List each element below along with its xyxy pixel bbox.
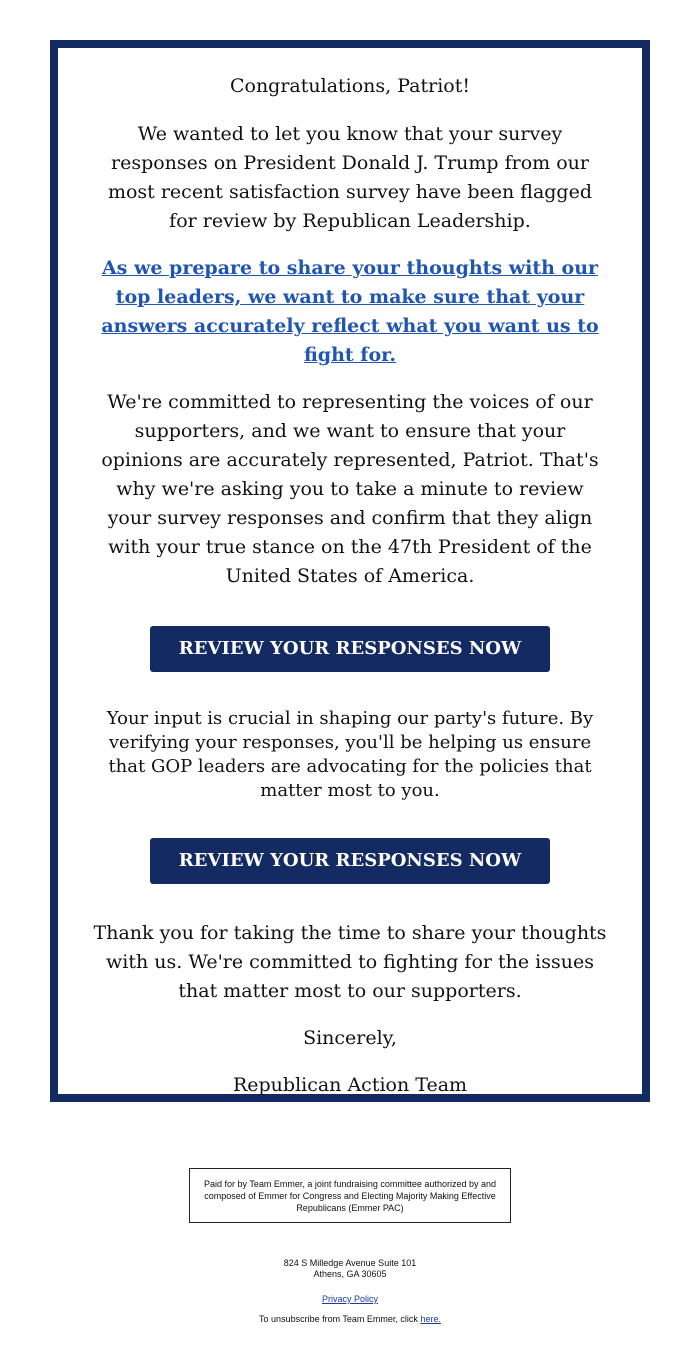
unsubscribe-row (0, 1313, 700, 1325)
unsubscribe-text: To unsubscribe from Team Emmer, click (259, 1314, 421, 1324)
importance-paragraph: Your input is crucial in shaping our party's future. By verifying your responses, you'll be helping us ensure that GOP leaders are advocating for the policies that matter most to you. (106, 708, 594, 801)
address-line-2: Athens, GA 30605 (313, 1269, 387, 1279)
review-responses-button-2[interactable]: REVIEW YOUR RESPONSES NOW (150, 838, 550, 884)
email-content (58, 48, 642, 1100)
review-link[interactable]: As we prepare to share your thoughts with our top leaders, we want to make sure that your answers accurately reflect what you want us to fight for. (101, 257, 599, 366)
cta-button-wrap-1 (92, 626, 608, 672)
mailing-address (0, 1258, 700, 1280)
unsubscribe-link[interactable]: here. (420, 1314, 441, 1324)
disclaimer-text: Paid for by Team Emmer, a joint fundraising committee authorized by and composed of Emmer for Congress and Electing Majority Making Effective Republicans (Emmer PAC) (204, 1178, 496, 1213)
address-line-1: 824 S Milledge Avenue Suite 101 (283, 1258, 417, 1268)
signature-text: Republican Action Team (232, 1074, 468, 1096)
body-paragraph: We're committed to representing the voices of our supporters, and we want to ensure that your opinions are accurately represented, Patriot. That's why we're asking you to take a minute to review your survey responses and confirm that they align with your true stance on the 47th President of the United States of America. (101, 391, 599, 587)
privacy-policy-row (0, 1293, 700, 1305)
signoff-text: Sincerely, (303, 1027, 397, 1049)
review-link-paragraph (92, 254, 608, 370)
cta-button-wrap-2 (92, 838, 608, 884)
paid-for-disclaimer (189, 1168, 511, 1223)
greeting-text: Congratulations, Patriot! (229, 75, 471, 97)
intro-paragraph: We wanted to let you know that your survey responses on President Donald J. Trump from our most recent satisfaction survey have been flagged for review by Republican Leadership. (107, 123, 593, 232)
privacy-policy-link[interactable]: Privacy Policy (321, 1294, 378, 1304)
email-frame (50, 40, 650, 1102)
thanks-paragraph: Thank you for taking the time to share your thoughts with us. We're committed to fighting for the issues that matter most to our supporters. (93, 922, 607, 1002)
review-responses-button-1[interactable]: REVIEW YOUR RESPONSES NOW (150, 626, 550, 672)
